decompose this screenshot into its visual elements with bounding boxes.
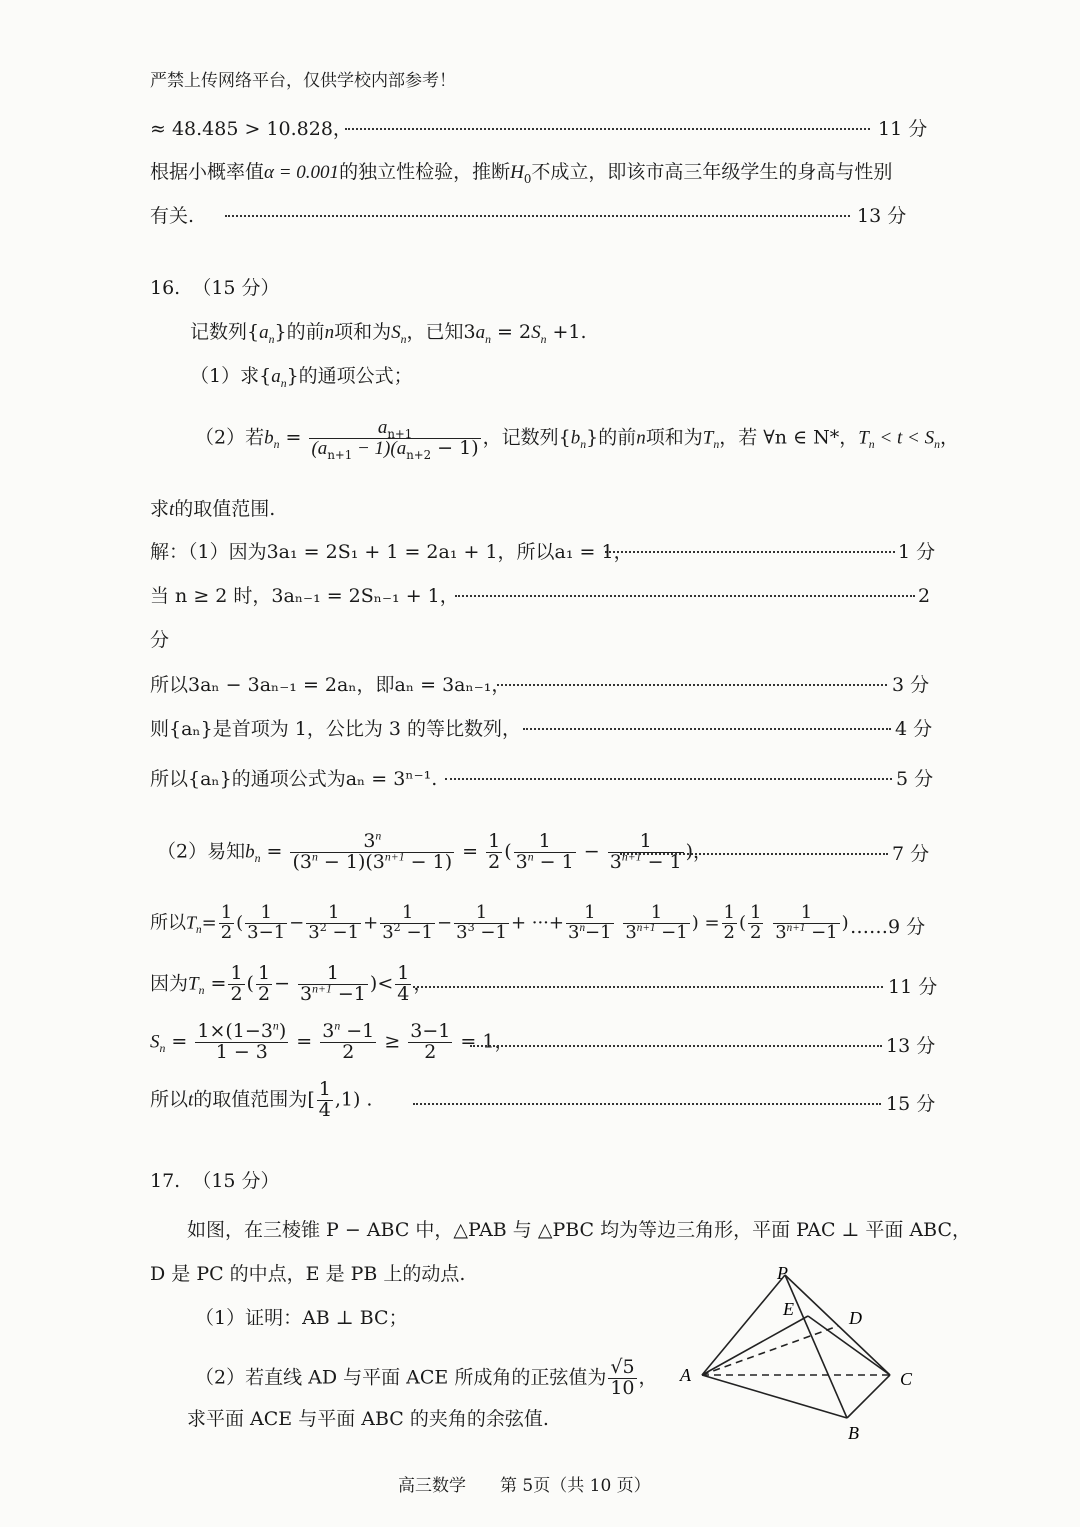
score-leader [413,1103,881,1105]
page-footer: 高三数学 第 5页（共 10 页） [398,1476,651,1496]
question-17-part-1: （1）证明：AB ⊥ BC； [195,1307,408,1329]
score-leader [413,986,883,988]
edge-PB [785,1275,847,1418]
solution-line-4: 则{aₙ}是首项为 1，公比为 3 的等比数列， [150,718,522,740]
score-mark: 13 分 [886,1035,936,1057]
score-mark: 3 分 [892,674,930,696]
score-leader [470,1045,882,1047]
label-C: C [900,1369,913,1389]
question-17-part-2: （2）若直线 AD 与平面 ACE 所成角的正弦值为 $\frac{√5}{10}$ ， [195,1356,658,1399]
label-B: B [848,1423,859,1443]
score-leader [445,778,892,780]
score-mark: ……9 分 [850,916,926,938]
question-17-header: 17. （15 分） [150,1170,280,1192]
score-leader [523,728,891,730]
question-16-stem: 记数列$\{a_n\}$的前n项和为$S_n$，已知$3a_n = 2S_n +1$. [190,321,587,346]
question-16-part-2-ask: 求t的取值范围. [150,498,276,520]
solution-line-1: 解：（1）因为3a₁ = 2S₁ + 1 = 2a₁ + 1，所以a₁ = 1， [150,541,633,563]
q15-chi-square-line: ≈ 48.485 > 10.828， [150,118,352,140]
edge-PC [785,1275,890,1375]
score-mark: 15 分 [886,1093,936,1115]
edge-BC [847,1375,890,1418]
label-P: P [777,1263,788,1283]
score-leader [497,684,887,686]
label-A: A [680,1365,691,1385]
question-16-part-2: （2）若$b_n$ = $\frac{a_{n+1}}{(a_{n+1} - 1)(a_{n+2} - 1)}$ ，记数列$\{b_n\}$的前n项和为$T_n$，若 ∀n ∈ N*，$T_n < t < S_n$， [195,417,960,462]
label-D: D [849,1308,862,1328]
solution-line-8: 因为$T_n$ = $\frac{1}{2}$ ( $\frac{1}{2}$ − $\frac{1}{3^{n+1} -1}$ )< $\frac{1}{4}$ ， [150,962,433,1005]
score-mark: 1 分 [898,541,936,563]
fraction: $\frac{a_{n+1}}{(a_{n+1} - 1)(a_{n+2} - 1)}$ [311,417,479,462]
page-header-notice: 严禁上传网络平台，仅供学校内部参考！ [150,71,456,91]
solution-line-5: 所以{aₙ}的通项公式为aₙ = 3ⁿ⁻¹. [150,768,438,790]
solution-line-2: 当 n ≥ 2 时，3aₙ₋₁ = 2Sₙ₋₁ + 1， [150,585,459,607]
score-leader [605,551,895,553]
score-mark: 4 分 [895,718,933,740]
solution-line-9: $S_n$ = $\frac{1\times(1-3^n)}{1 - 3}$ = $\frac{3^n -1}{2}$ ≥ $\frac{3-1}{2}$ = 1， [150,1019,514,1063]
edge-PA [702,1275,785,1375]
score-mark: 7 分 [892,843,930,865]
solution-line-6: （2）易知$b_n$ = $\frac{3^n}{(3^n - 1)(3^{n+1} - 1)}$ = $\frac{1}{2}$ ( $\frac{1}{3^n - 1}$ − $\frac{1}{3^{n+1} - 1}$ )， [157,829,713,873]
score-leader [345,128,870,130]
label-E: E [783,1299,794,1319]
score-leader [620,853,888,855]
score-mark: 5 分 [896,768,934,790]
score-wrap: 分 [150,629,170,651]
tetrahedron-figure [660,1260,930,1445]
q15-conclusion-line: 根据小概率值α = 0.001的独立性检验，推断$H_0$不成立，即该市高三年级学生的身高与性别 [150,161,893,186]
question-17-stem-line-2: D 是 PC 的中点，E 是 PB 上的动点. [150,1263,466,1285]
solution-line-10: 所以t的取值范围为[ $\frac{1}{4}$ ,1) . [150,1078,373,1121]
score-leader [455,595,915,597]
question-16-part-1: （1）求$\{a_n\}$的通项公式； [190,365,413,390]
question-16-header: 16. （15 分） [150,277,280,299]
solution-line-7: 所以$T_n=$ $\frac{1}{2}$ ( $\frac{1}{3-1}$ − $\frac{1}{3^2 -1}$ + $\frac{1}{3^2 -1}$ − $\frac{1}{3^3 -1}$ + ···+ $\frac{1}{3^n-1}$ $\frac{1}{3^{n+1} -1}$ ) = $\frac{1}{2}$ ( $\frac{1}{2}$ $\frac{1}{3^{n+1} -1}$ ) [150,902,849,943]
score-mark: 11 分 [878,118,928,140]
segment-AE [702,1316,808,1375]
score-mark: 13 分 [857,205,907,227]
score-mark: 11 分 [888,976,938,998]
edge-AB [702,1375,847,1418]
question-17-part-2-ask: 求平面 ACE 与平面 ABC 的夹角的余弦值. [187,1408,549,1430]
score-leader [225,215,850,217]
q15-conclusion-end: 有关. [150,205,195,227]
solution-line-3: 所以3aₙ − 3aₙ₋₁ = 2aₙ，即aₙ = 3aₙ₋₁， [150,674,511,696]
score-mark: 2 [918,585,931,607]
question-17-stem-line-1: 如图，在三棱锥 P − ABC 中，△PAB 与 △PBC 均为等边三角形，平面 PAC ⊥ 平面 ABC， [187,1219,972,1241]
